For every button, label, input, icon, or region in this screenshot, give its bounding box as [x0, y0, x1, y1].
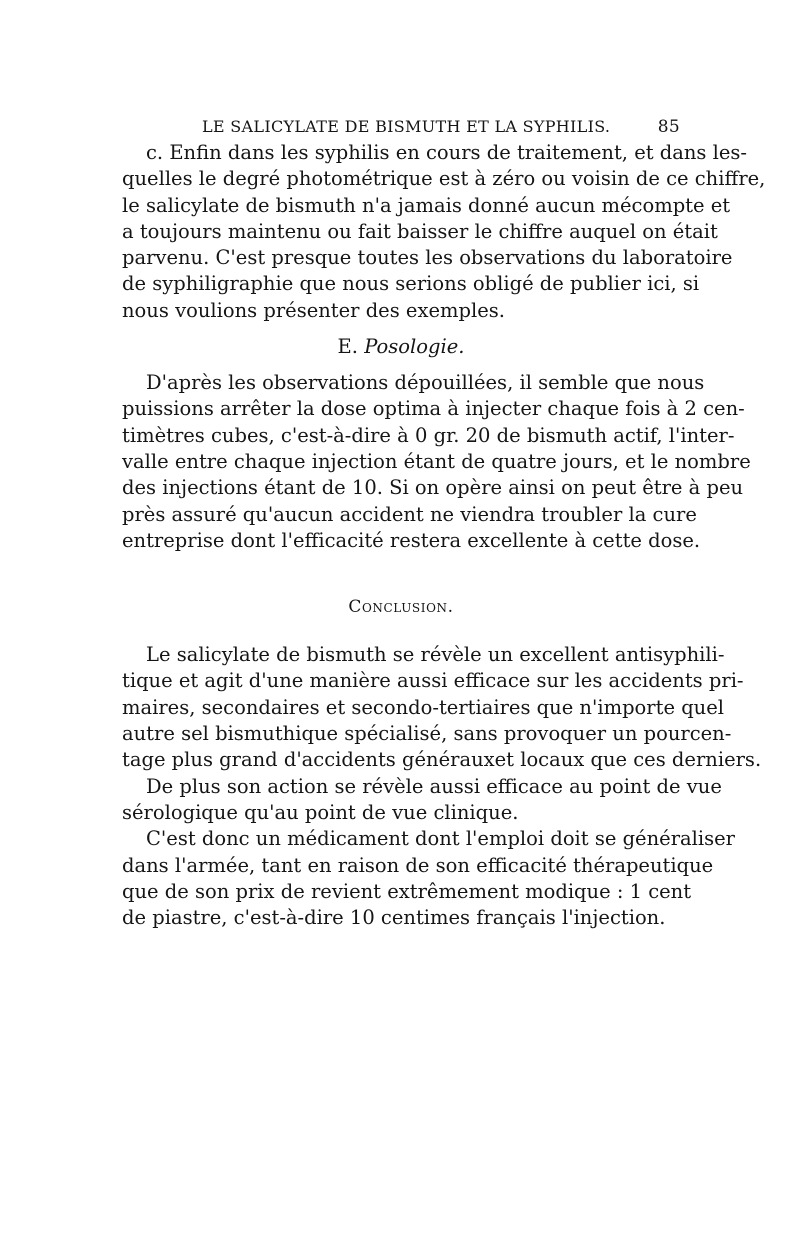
section-letter: E.: [337, 335, 358, 359]
text-line: près assuré qu'aucun accident ne viendra troubler la cure: [122, 502, 697, 526]
text-line: a toujours maintenu ou fait baisser le chiffre auquel on était: [122, 219, 718, 243]
text-line: De plus son action se révèle aussi efficace au point de vue: [146, 774, 722, 798]
running-title: LE SALICYLATE DE BISMUTH ET LA SYPHILIS.: [202, 117, 611, 136]
book-page: [122, 114, 766, 931]
text-line: quelles le degré photométrique est à zéro ou voisin de ce chiffre,: [122, 167, 766, 191]
text-line: Le salicylate de bismuth se révèle un excellent antisyphili-: [146, 643, 725, 667]
paragraph-c: [122, 140, 766, 324]
text-line: que de son prix de revient extrêmement modique : 1 cent: [122, 879, 692, 903]
conclusion-heading: Conclusion.: [348, 597, 454, 618]
text-line: de syphiligraphie que nous serions obligé de publier ici, si: [122, 272, 700, 296]
text-line: dans l'armée, tant en raison de son efficacité thérapeutique: [122, 853, 714, 877]
conclusion-paragraph-1: [122, 642, 762, 773]
text-line: valle entre chaque injection étant de quatre jours, et le nombre: [122, 449, 751, 473]
text-line: tique et agit d'une manière aussi efficace sur les accidents pri-: [122, 669, 744, 693]
text-line: tage plus grand d'accidents générauxet locaux que ces derniers.: [122, 748, 762, 772]
text-line: des injections étant de 10. Si on opère ainsi on peut être à peu: [122, 476, 744, 500]
conclusion-paragraph-3: [122, 826, 735, 931]
section-title: Posologie.: [364, 335, 465, 359]
text-line: puissions arrêter la dose optima à injecter chaque fois à 2 cen-: [122, 397, 745, 421]
section-heading-posologie: [122, 334, 680, 360]
running-head: [202, 114, 680, 140]
conclusion-paragraph-2: [122, 774, 722, 827]
page-number: 85: [657, 117, 680, 137]
text-line: entreprise dont l'efficacité restera excellente à cette dose.: [122, 528, 701, 552]
text-line: c. Enfin dans les syphilis en cours de traitement, et dans les-: [146, 141, 748, 164]
text-line: D'après les observations dépouillées, il semble que nous: [146, 371, 705, 395]
text-line: de piastre, c'est-à-dire 10 centimes français l'injection.: [122, 906, 666, 930]
paragraph-posologie: [122, 370, 751, 554]
text-line: maires, secondaires et secondo-tertiaires que n'importe quel: [122, 695, 725, 719]
text-line: sérologique qu'au point de vue clinique.: [122, 800, 519, 824]
text-line: nous voulions présenter des exemples.: [122, 298, 505, 322]
text-line: C'est donc un médicament dont l'emploi doit se généraliser: [146, 827, 735, 851]
text-line: le salicylate de bismuth n'a jamais donné aucun mécompte et: [122, 193, 731, 217]
text-line: autre sel bismuthique spécialisé, sans provoquer un pourcen-: [122, 722, 732, 746]
text-line: timètres cubes, c'est-à-dire à 0 gr. 20 de bismuth actif, l'inter-: [122, 423, 735, 447]
text-line: parvenu. C'est presque toutes les observations du laboratoire: [122, 246, 733, 270]
